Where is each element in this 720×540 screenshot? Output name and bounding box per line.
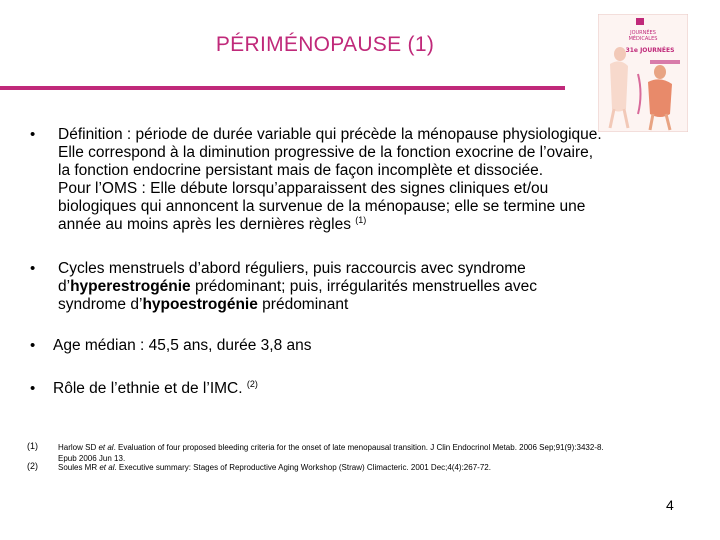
bullet-line: Elle correspond à la diminution progressive de la fonction exocrine de l’ovaire, <box>58 144 594 161</box>
bullet-line: syndrome d’hypoestrogénie prédominant <box>58 296 349 313</box>
bullet-cycles <box>58 260 537 314</box>
bullet-ethnicity: Rôle de l’ethnie et de l’IMC. $^{(2)}$ <box>53 379 258 397</box>
svg-text:JOURNÉES: JOURNÉES <box>630 30 656 36</box>
bullet-line: année au moins après les dernières règles $^{(1)}$ <box>58 215 367 233</box>
bullet-marker: • <box>30 337 36 354</box>
page-number: 4 <box>666 497 674 513</box>
title-underline <box>0 86 565 90</box>
svg-text:31e JOURNÉES: 31e JOURNÉES <box>625 47 675 54</box>
bullet-line: Pour l’OMS : Elle débute lorsqu’apparaissent des signes cliniques et/ou <box>58 180 549 197</box>
bullet-marker: • <box>30 380 36 397</box>
reference-marker: (1) <box>355 215 367 225</box>
bullet-marker: • <box>30 260 36 277</box>
reference-text: Harlow SD et al. Evaluation of four proposed bleeding criteria for the onset of late menopausal transition. J Clin Endocrinol Metab. 2006 Sep;91(9):3432-8. Epub 2006 Jun 13. <box>58 443 604 463</box>
reference-number: (1) <box>27 441 38 451</box>
reference-text: Soules MR et al. Executive summary: Stages of Reproductive Aging Workshop (Straw) Climacteric. 2001 Dec;4(4):267-72. <box>58 463 491 472</box>
bullet-line: la fonction endocrine persistant mais de façon incomplète et dissociée. <box>58 162 544 179</box>
bullet-line: d’hyperestrogénie prédominant; puis, irrégularités menstruelles avec <box>58 278 538 295</box>
slide-title: PÉRIMÉNOPAUSE (1) <box>215 33 435 56</box>
bullet-marker: • <box>30 126 36 143</box>
conference-logo <box>598 14 688 132</box>
bullet-definition <box>58 126 602 234</box>
bullet-line: Définition : période de durée variable qui précède la ménopause physiologique. <box>58 126 602 143</box>
reference-number: (2) <box>27 461 38 471</box>
reference-marker: (2) <box>246 379 258 389</box>
svg-text:MÉDICALES: MÉDICALES <box>628 36 658 42</box>
bullet-median-age: Age médian : 45,5 ans, durée 3,8 ans <box>53 337 312 354</box>
bullet-line: Cycles menstruels d’abord réguliers, puis raccourcis avec syndrome <box>58 260 526 277</box>
bullet-line: biologiques qui annoncent la survenue de la ménopause; elle se termine une <box>58 198 586 215</box>
